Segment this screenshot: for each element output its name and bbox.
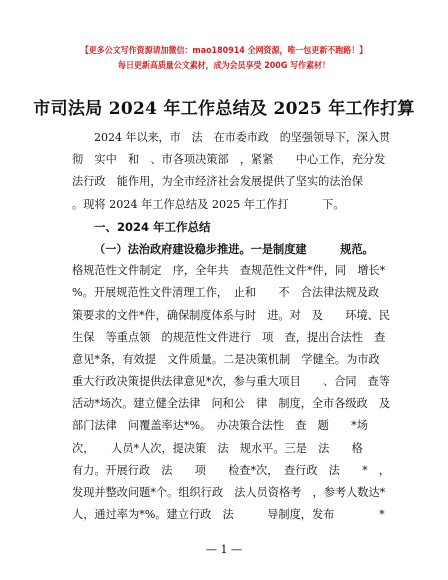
document-title: 市司法局 2024 年工作总结及 2025 年工作打算 (33, 99, 415, 119)
body-line: 有力。开展行政 法 项 检查*次， 查行政 法 * ， (72, 463, 390, 477)
subsection-heading: （一）法治政府建设稳步推进。一是制度建 规范。 (94, 241, 374, 256)
body-line: 发现并整改问题*个。组织行政 法人员资格考 ，参考人数达* (72, 486, 386, 499)
body-line: 生保 等重点领 的规范性文件进行 项 查，提出合法性 查 (72, 330, 386, 344)
body-line: 活动*场次。建立健全法律 问和公 律 制度，全市各级政 及 (72, 397, 390, 411)
body-line: 次， 人员*人次，提决策 法 规水平。三是 法 格 (72, 441, 363, 455)
body-line: 格规范性文件制定 序，全年共 查规范性文件*件，同 增长* (72, 264, 386, 278)
body-line: 2024 年以来，市 法 在市委市政 的坚强领导下，深入贯 (94, 131, 390, 144)
section-heading: 一、2024 年工作总结 (94, 219, 211, 234)
body-line: 人，通过率为*%。建立行政 法 导制度，发布 * (72, 508, 385, 522)
body-line: 法行政 能作用，为全市经济社会发展提供了坚实的法治保 (72, 175, 363, 189)
body-line: 部门法律 问覆盖率达*%。 办决策合法性 查 题 *场 (72, 419, 368, 433)
document-body (72, 127, 390, 526)
body-line: 彻 实中 和 、市各项决策部 ，紧紧 中心工作，充分发 (72, 153, 386, 167)
body-line: 重大行政决策提供法律意见*次，参与重大项目 、合同 查等 (72, 375, 390, 389)
promo-banner-line-1: 【更多公文写作资源请加微信：mao180914 全网资源，唯一包更新不跑路！】 (80, 46, 368, 56)
body-line: 。现将 2024 年工作总结及 2025 年工作打 下。 (72, 197, 345, 211)
body-line: 策要求的文件*件，确保制度体系与时 进。对 及 环境、民 (72, 308, 390, 322)
page-number: — 1 — (206, 543, 242, 556)
body-line: 意见*条，有效提 文件质量。二是决策机制 学健全。为市政 (72, 352, 380, 366)
body-line: %。开展规范性文件清理工作， 止和 不 合法律法规及政 (72, 286, 380, 300)
promo-banner-line-2: 每日更新高质量公文素材，成为会员享受 200G 写作素材！ (117, 61, 331, 71)
